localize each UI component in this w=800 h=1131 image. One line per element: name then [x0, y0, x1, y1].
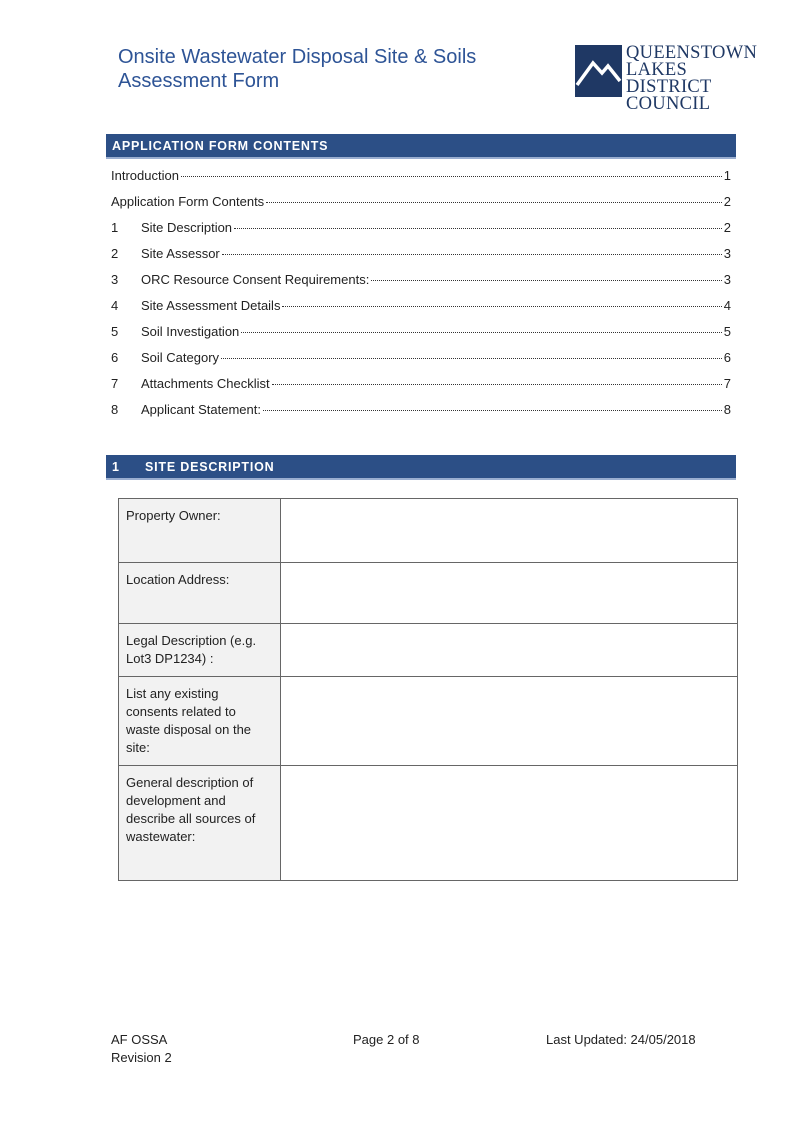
- table-of-contents: [111, 168, 731, 428]
- logo-wordmark: [626, 45, 775, 113]
- development-description-field[interactable]: [281, 766, 738, 881]
- toc-page: 2: [723, 220, 731, 235]
- toc-page: 7: [723, 376, 731, 391]
- footer-last-updated: Last Updated: 24/05/2018: [546, 1032, 696, 1047]
- toc-label: Site Assessment Details: [141, 298, 281, 313]
- table-row: [119, 624, 738, 677]
- toc-page: 3: [723, 272, 731, 287]
- toc-page: 6: [723, 350, 731, 365]
- table-row: [119, 499, 738, 563]
- toc-leader: [263, 410, 722, 411]
- logo-line-2: LAKES DISTRICT: [626, 60, 712, 97]
- toc-entry[interactable]: [111, 402, 731, 428]
- existing-consents-field[interactable]: [281, 677, 738, 766]
- toc-entry[interactable]: [111, 272, 731, 298]
- logo-line-3: COUNCIL: [626, 94, 711, 114]
- toc-label: Soil Category: [141, 350, 220, 365]
- toc-entry[interactable]: [111, 220, 731, 246]
- contents-heading: APPLICATION FORM CONTENTS: [112, 139, 329, 153]
- toc-label: Soil Investigation: [141, 324, 240, 339]
- toc-leader: [272, 384, 722, 385]
- toc-entry[interactable]: [111, 324, 731, 350]
- site-description-heading-bar: [106, 455, 736, 480]
- toc-number: 2: [111, 246, 119, 261]
- table-row: [119, 563, 738, 624]
- existing-consents-label: List any existing consents related to waste disposal on the site:: [119, 677, 281, 766]
- location-address-label: Location Address:: [119, 563, 281, 624]
- toc-entry[interactable]: [111, 194, 731, 220]
- toc-page: 4: [723, 298, 731, 313]
- toc-page: 2: [723, 194, 731, 209]
- toc-page: 5: [723, 324, 731, 339]
- title-line-2: Assessment Form: [118, 70, 280, 92]
- toc-page: 1: [723, 168, 731, 183]
- table-row: [119, 766, 738, 881]
- toc-leader: [222, 254, 722, 255]
- contents-heading-bar: [106, 134, 736, 159]
- toc-label: ORC Resource Consent Requirements:: [141, 272, 370, 287]
- site-description-heading: SITE DESCRIPTION: [145, 460, 275, 474]
- property-owner-label: Property Owner:: [119, 499, 281, 563]
- toc-leader: [371, 280, 721, 281]
- council-logo: [575, 43, 775, 114]
- toc-entry[interactable]: [111, 298, 731, 324]
- toc-label: Introduction: [111, 168, 179, 183]
- site-description-table: [118, 498, 738, 881]
- toc-leader: [181, 176, 722, 177]
- toc-leader: [266, 202, 722, 203]
- toc-label: Attachments Checklist: [141, 376, 270, 391]
- toc-page: 3: [723, 246, 731, 261]
- location-address-field[interactable]: [281, 563, 738, 624]
- footer-form-info: [111, 1031, 172, 1067]
- toc-entry[interactable]: [111, 376, 731, 402]
- toc-leader: [282, 306, 721, 307]
- document-title: [118, 45, 538, 93]
- toc-entry[interactable]: [111, 246, 731, 272]
- footer-form-code: AF OSSA: [111, 1032, 168, 1047]
- legal-description-field[interactable]: [281, 624, 738, 677]
- toc-page: 8: [723, 402, 731, 417]
- property-owner-field[interactable]: [281, 499, 738, 563]
- title-line-1: Onsite Wastewater Disposal Site & Soils: [118, 46, 477, 68]
- section-number: 1: [112, 460, 120, 474]
- footer-revision: Revision 2: [111, 1050, 172, 1065]
- toc-number: 8: [111, 402, 119, 417]
- footer-page-number: Page 2 of 8: [353, 1032, 420, 1047]
- toc-leader: [221, 358, 722, 359]
- table-row: [119, 677, 738, 766]
- toc-number: 4: [111, 298, 119, 313]
- toc-leader: [234, 228, 722, 229]
- toc-number: 6: [111, 350, 119, 365]
- mountain-logo-icon: [575, 45, 622, 97]
- toc-label: Application Form Contents: [111, 194, 265, 209]
- toc-entry[interactable]: [111, 350, 731, 376]
- toc-entry[interactable]: [111, 168, 731, 194]
- toc-number: 1: [111, 220, 119, 235]
- toc-leader: [241, 332, 721, 333]
- toc-label: Site Assessor: [141, 246, 220, 261]
- toc-number: 5: [111, 324, 119, 339]
- toc-label: Applicant Statement:: [141, 402, 261, 417]
- toc-number: 7: [111, 376, 119, 391]
- legal-description-label: Legal Description (e.g. Lot3 DP1234) :: [119, 624, 281, 677]
- toc-number: 3: [111, 272, 119, 287]
- development-description-label: General description of development and describe all sources of wastewater:: [119, 766, 281, 881]
- logo-line-1: QUEENSTOWN: [626, 43, 758, 63]
- toc-label: Site Description: [141, 220, 233, 235]
